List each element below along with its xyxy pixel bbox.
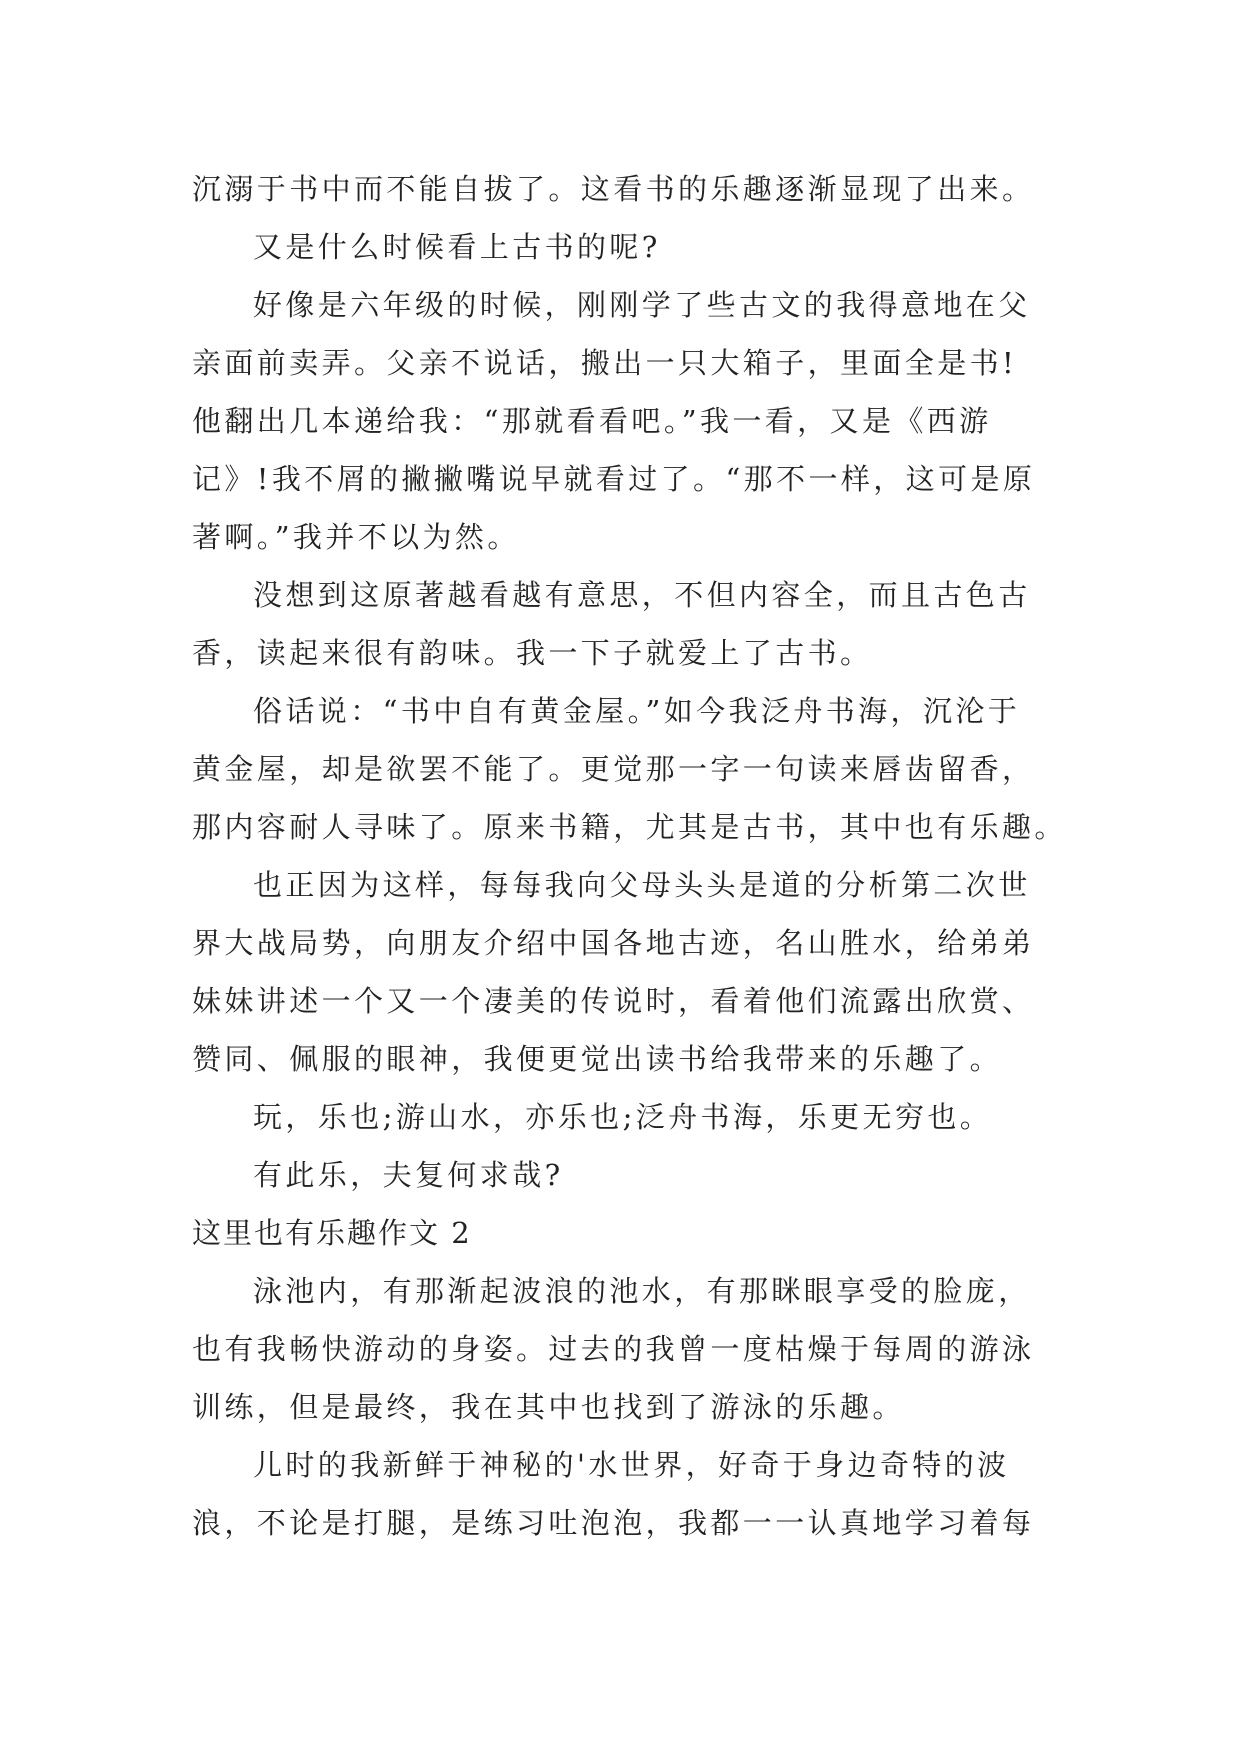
text-line: 沉溺于书中而不能自拔了。这看书的乐趣逐渐显现了出来。 [192, 172, 1035, 206]
text-line: 又是什么时候看上古书的呢? [253, 230, 661, 264]
text-line: 没想到这原著越看越有意思，不但内容全，而且古色古 [253, 578, 1031, 612]
text-line: 泳池内，有那渐起波浪的池水，有那眯眼享受的脸庞， [253, 1274, 1031, 1308]
text-line: 记》!我不屑的撇撇嘴说早就看过了。“那不一样，这可是原 [192, 462, 1036, 496]
text-line: 界大战局势，向朋友介绍中国各地古迹，名山胜水，给弟弟 [192, 926, 1035, 960]
text-line: 训练，但是最终，我在其中也找到了游泳的乐趣。 [192, 1390, 905, 1424]
text-line: 香，读起来很有韵味。我一下子就爱上了古书。 [192, 636, 873, 670]
text-line: 黄金屋，却是欲罢不能了。更觉那一字一句读来唇齿留香， [192, 752, 1035, 786]
text-line: 有此乐，夫复何求哉? [253, 1158, 564, 1192]
text-line: 赞同、佩服的眼神，我便更觉出读书给我带来的乐趣了。 [192, 1042, 1003, 1076]
text-line: 也正因为这样，每每我向父母头头是道的分析第二次世 [253, 868, 1031, 902]
text-line: 浪，不论是打腿，是练习吐泡泡，我都一一认真地学习着每 [192, 1506, 1035, 1540]
text-line: 那内容耐人寻味了。原来书籍，尤其是古书，其中也有乐趣。 [192, 810, 1067, 844]
text-line: 他翻出几本递给我：“那就看看吧。”我一看，又是《西游 [192, 404, 992, 438]
text-line: 也有我畅快游动的身姿。过去的我曾一度枯燥于每周的游泳 [192, 1332, 1035, 1366]
text-line: 儿时的我新鲜于神秘的'水世界，好奇于身边奇特的波 [253, 1448, 1010, 1482]
text-line: 妹妹讲述一个又一个凄美的传说时，看着他们流露出欣赏、 [192, 984, 1035, 1018]
text-line: 好像是六年级的时候，刚刚学了些古文的我得意地在父 [253, 288, 1031, 322]
text-line: 著啊。”我并不以为然。 [192, 520, 520, 554]
section-heading: 这里也有乐趣作文 2 [192, 1216, 472, 1250]
text-line: 玩，乐也;游山水，亦乐也;泛舟书海，乐更无穷也。 [253, 1100, 993, 1134]
text-line: 俗话说：“书中自有黄金屋。”如今我泛舟书海，沉沦于 [253, 694, 1021, 728]
article-body [192, 160, 1072, 1552]
text-line: 亲面前卖弄。父亲不说话，搬出一只大箱子，里面全是书! [192, 346, 1018, 380]
